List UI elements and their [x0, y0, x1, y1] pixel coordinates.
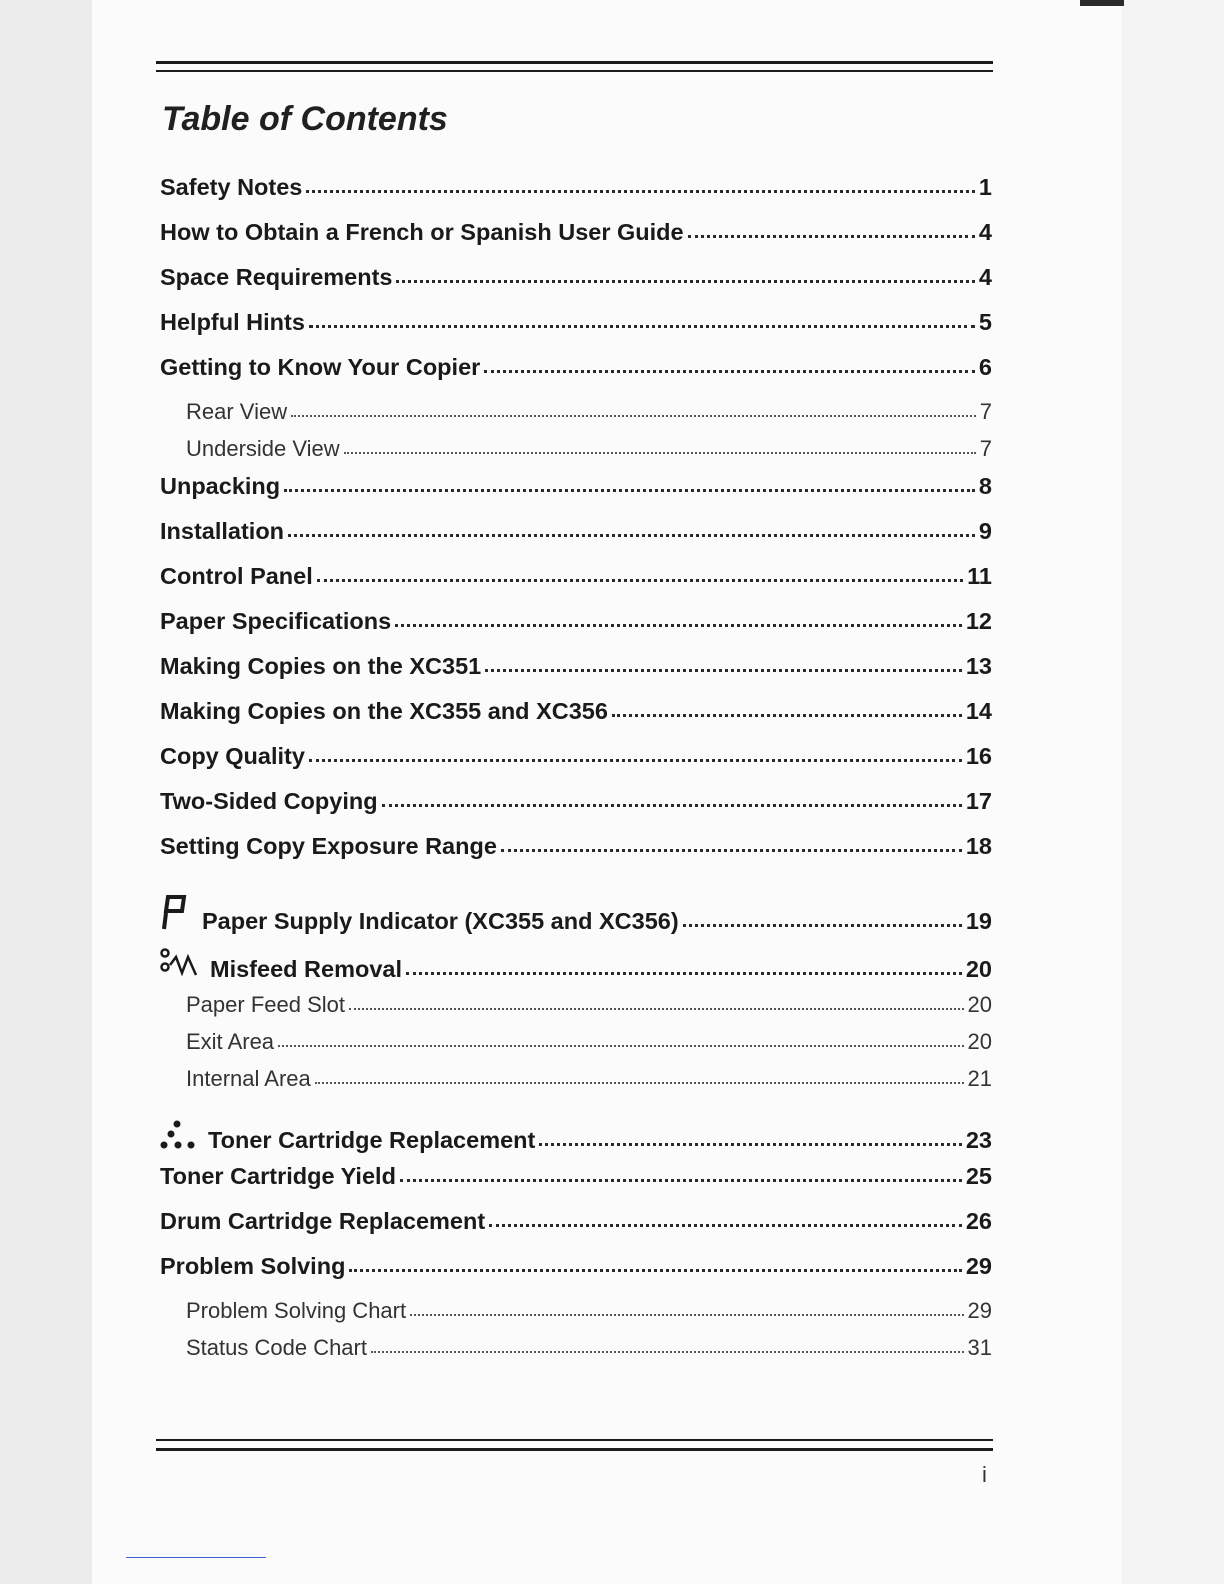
toc-entry-label: Toner Cartridge Yield — [160, 1163, 396, 1189]
toc-entry-page: 18 — [965, 833, 992, 859]
toc-entry[interactable] — [160, 608, 992, 635]
toc-entry[interactable] — [160, 698, 992, 725]
leader-dots — [309, 325, 975, 328]
toc-entry-label: Safety Notes — [160, 174, 303, 200]
toc-entry-label: Control Panel — [160, 563, 313, 589]
toc-entry[interactable] — [160, 947, 992, 983]
leader-dots — [317, 579, 963, 582]
leader-dots — [309, 759, 962, 762]
misfeed-icon — [160, 947, 198, 983]
toc-entry-label: Drum Cartridge Replacement — [160, 1208, 486, 1234]
leader-dots — [612, 714, 962, 717]
toc-subentry[interactable] — [160, 436, 992, 462]
toc-entry-label: Exit Area — [186, 1029, 275, 1054]
toc-entry[interactable] — [160, 309, 992, 336]
leader-dots — [288, 534, 975, 537]
toc-entry-label: Paper Specifications — [160, 608, 392, 634]
toc-subentry[interactable] — [160, 1298, 992, 1324]
toc-entry-page: 31 — [967, 1335, 992, 1360]
toc-entry[interactable] — [160, 563, 992, 590]
page-number: i — [982, 1462, 987, 1487]
toc-entry-label: Space Requirements — [160, 264, 393, 290]
toc-entry-label: Underside View — [186, 436, 340, 461]
leader-dots — [410, 1314, 963, 1316]
leader-dots — [406, 972, 962, 975]
toc-subentry[interactable] — [160, 1029, 992, 1055]
leader-dots — [315, 1082, 964, 1084]
toc-entry-label: How to Obtain a French or Spanish User Guide — [160, 219, 684, 245]
toc-entry-page: 23 — [965, 1127, 992, 1153]
toc-entry-page: 19 — [965, 908, 992, 934]
leader-dots — [395, 624, 962, 627]
leader-dots — [344, 452, 976, 454]
toc-entry-label: Getting to Know Your Copier — [160, 354, 481, 380]
toc-entry-page: 20 — [965, 956, 992, 982]
leader-dots — [683, 924, 962, 927]
toc-entry-label: Status Code Chart — [186, 1335, 367, 1360]
toc-entry[interactable] — [160, 893, 992, 935]
toc-entry-label: Copy Quality — [160, 743, 305, 769]
toc-entry-label: Unpacking — [160, 473, 281, 499]
leader-dots — [485, 669, 962, 672]
toc-entry[interactable] — [160, 518, 992, 545]
toc-entry-label: Paper Supply Indicator (XC355 and XC356) — [202, 908, 679, 934]
toc-entry-page: 29 — [965, 1253, 992, 1279]
leader-dots — [396, 280, 974, 283]
toc-entry-page: 6 — [978, 354, 992, 380]
toc-entry-page: 20 — [967, 1029, 992, 1054]
toc-entry-page: 4 — [978, 219, 992, 245]
link-underline — [126, 1557, 266, 1558]
bottom-rule-thin — [156, 1439, 993, 1441]
leader-dots — [382, 804, 962, 807]
toc-entry-page: 25 — [965, 1163, 992, 1189]
leader-dots — [489, 1224, 962, 1227]
toc-entry[interactable] — [160, 473, 992, 500]
toc-entry-page: 7 — [979, 399, 992, 424]
leader-dots — [400, 1179, 962, 1182]
toc-entry[interactable] — [160, 788, 992, 815]
leader-dots — [284, 489, 975, 492]
toc-entry-page: 26 — [965, 1208, 992, 1234]
toc-entry-label: Misfeed Removal — [210, 956, 402, 982]
toc-entry[interactable] — [160, 219, 992, 246]
leader-dots — [371, 1351, 964, 1353]
toc-subentry[interactable] — [160, 1335, 992, 1361]
toc-entry-page: 14 — [965, 698, 992, 724]
toc-entry-label: Setting Copy Exposure Range — [160, 833, 497, 859]
leader-dots — [306, 190, 975, 193]
toc-entry-label: Two-Sided Copying — [160, 788, 378, 814]
toc-entry-page: 29 — [967, 1298, 992, 1323]
toc-entry-label: Making Copies on the XC351 — [160, 653, 482, 679]
toc-entry-label: Helpful Hints — [160, 309, 305, 335]
bottom-rule — [156, 1448, 993, 1451]
toner-icon — [160, 1118, 196, 1154]
toc-entry[interactable] — [160, 743, 992, 770]
toc-entry-page: 13 — [965, 653, 992, 679]
toc-entry-page: 21 — [967, 1066, 992, 1091]
toc-entry[interactable] — [160, 833, 992, 860]
toc-entry-page: 16 — [965, 743, 992, 769]
toc-entry[interactable] — [160, 1208, 992, 1235]
toc-entry[interactable] — [160, 1253, 992, 1280]
toc-entry[interactable] — [160, 1163, 992, 1190]
leader-dots — [484, 370, 975, 373]
toc-entry[interactable] — [160, 1118, 992, 1154]
toc-entry[interactable] — [160, 653, 992, 680]
top-rule-thin — [156, 70, 993, 72]
toc-entry-page: 7 — [979, 436, 992, 461]
toc-entry-label: Problem Solving — [160, 1253, 346, 1279]
toc-entry-label: Installation — [160, 518, 285, 544]
toc-entry-page: 5 — [978, 309, 992, 335]
toc-entry-page: 17 — [965, 788, 992, 814]
toc-entry[interactable] — [160, 264, 992, 291]
toc-subentry[interactable] — [160, 399, 992, 425]
toc-entry-page: 11 — [967, 563, 992, 589]
toc-entry[interactable] — [160, 354, 992, 381]
page-edge-shadow — [1122, 0, 1224, 1584]
toc-entry-label: Rear View — [186, 399, 288, 424]
paper-supply-icon — [160, 893, 190, 935]
toc-entry-page: 1 — [978, 174, 992, 200]
leader-dots — [349, 1008, 964, 1010]
leader-dots — [688, 235, 975, 238]
toc-entry[interactable] — [160, 174, 992, 201]
toc-entry-label: Problem Solving Chart — [186, 1298, 407, 1323]
toc-entry-label: Paper Feed Slot — [186, 992, 345, 1017]
scan-corner-mark — [1080, 0, 1124, 6]
leader-dots — [349, 1269, 961, 1272]
leader-dots — [291, 415, 976, 417]
toc-subentry[interactable] — [160, 992, 992, 1018]
leader-dots — [278, 1045, 963, 1047]
toc-entry-page: 12 — [965, 608, 992, 634]
toc-subentry[interactable] — [160, 1066, 992, 1092]
toc-entry-page: 20 — [967, 992, 992, 1017]
toc-entry-page: 9 — [978, 518, 992, 544]
page-title: Table of Contents — [162, 100, 448, 138]
top-rule — [156, 61, 993, 64]
toc-entry-label: Internal Area — [186, 1066, 311, 1091]
toc-entry-label: Toner Cartridge Replacement — [208, 1127, 536, 1153]
toc-entry-page: 4 — [978, 264, 992, 290]
leader-dots — [539, 1143, 962, 1146]
leader-dots — [501, 849, 962, 852]
toc-entry-page: 8 — [978, 473, 992, 499]
toc-entry-label: Making Copies on the XC355 and XC356 — [160, 698, 608, 724]
